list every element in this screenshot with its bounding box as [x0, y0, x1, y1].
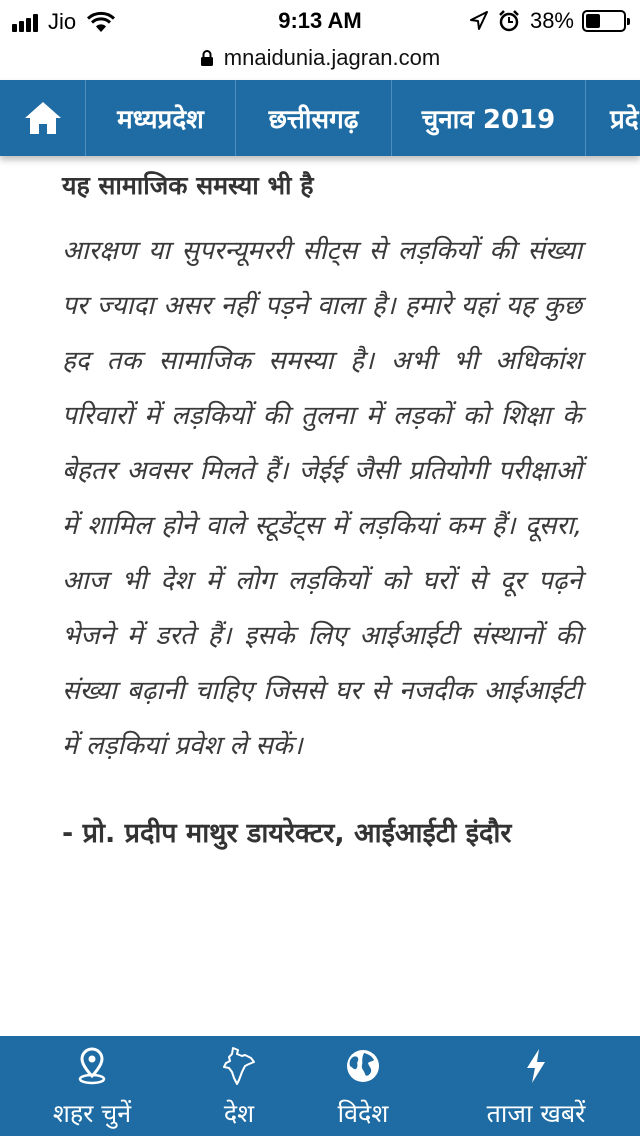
alarm-icon — [498, 10, 520, 32]
location-arrow-icon — [470, 11, 488, 31]
article-paragraph: आरक्षण या सुपरन्यूमररी सीट्स से लड़कियों की संख्या पर ज्यादा असर नहीं पड़ने वाला है। हमारे यहां यह कुछ हद तक सामाजिक समस्या है। अभी भी अधिकांश परिवारों में लड़कियों की तुलना में लड़कों को शिक्षा के बेहतर अवसर मिलते हैं। जेईई जैसी प्रतियोगी परीक्षाओं में शामिल होने वाले स्टूडेंट्स में लड़कियां कम हैं। दूसरा, आज भी देश में लोग लड़कियों को घरों से दूर पढ़ने भेजने में डरते हैं। इसके लिए आईआईटी संस्थानों की संख्या बढ़ानी चाहिए जिससे घर से नजदीक आईआईटी में लड़कियां प्रवेश ले सकें। — [62, 236, 582, 761]
nav-item-election-2019[interactable]: चुनाव 2019 — [392, 80, 586, 156]
bottom-nav-label: शहर चुनें — [52, 1099, 132, 1128]
nav-home-button[interactable] — [0, 80, 86, 156]
nav-item-chhattisgarh[interactable]: छत्तीसगढ़ — [236, 80, 392, 156]
lock-icon — [200, 49, 214, 67]
status-bar — [0, 0, 640, 40]
bottom-nav-label: ताजा खबरें — [486, 1099, 586, 1128]
bottom-nav-label: विदेश — [337, 1099, 389, 1128]
status-right — [470, 8, 626, 34]
globe-icon — [343, 1046, 383, 1086]
nav-item-pradesh[interactable]: प्रदे — [610, 105, 639, 135]
bottom-nav-world[interactable] — [294, 1036, 432, 1136]
url-text: mnaidunia.jagran.com — [223, 45, 441, 70]
address-bar[interactable] — [0, 38, 640, 78]
battery-icon — [582, 10, 626, 32]
quote-author: - प्रो. प्रदीप माथुर डायरेक्टर, आईआईटी इंदौर — [62, 818, 512, 849]
bottom-nav-country[interactable] — [184, 1036, 294, 1136]
bottom-nav-label: देश — [223, 1099, 255, 1128]
top-navigation — [0, 80, 640, 156]
bottom-nav-latest-news[interactable] — [432, 1036, 640, 1136]
lightning-icon — [516, 1046, 556, 1086]
nav-item-madhyapradesh[interactable]: मध्यप्रदेश — [86, 80, 236, 156]
battery-percent: 38% — [529, 8, 574, 33]
status-time: 9:13 AM — [278, 8, 362, 33]
india-map-icon — [219, 1046, 259, 1086]
bottom-nav-select-city[interactable] — [0, 1036, 184, 1136]
bottom-navigation — [0, 1036, 640, 1136]
home-icon — [23, 100, 63, 136]
article-content — [62, 168, 582, 864]
carrier-name: Jio — [48, 9, 77, 34]
battery-fill — [586, 14, 600, 28]
location-pin-icon — [72, 1046, 112, 1086]
article-subheading: यह सामाजिक समस्या भी है — [62, 171, 314, 200]
